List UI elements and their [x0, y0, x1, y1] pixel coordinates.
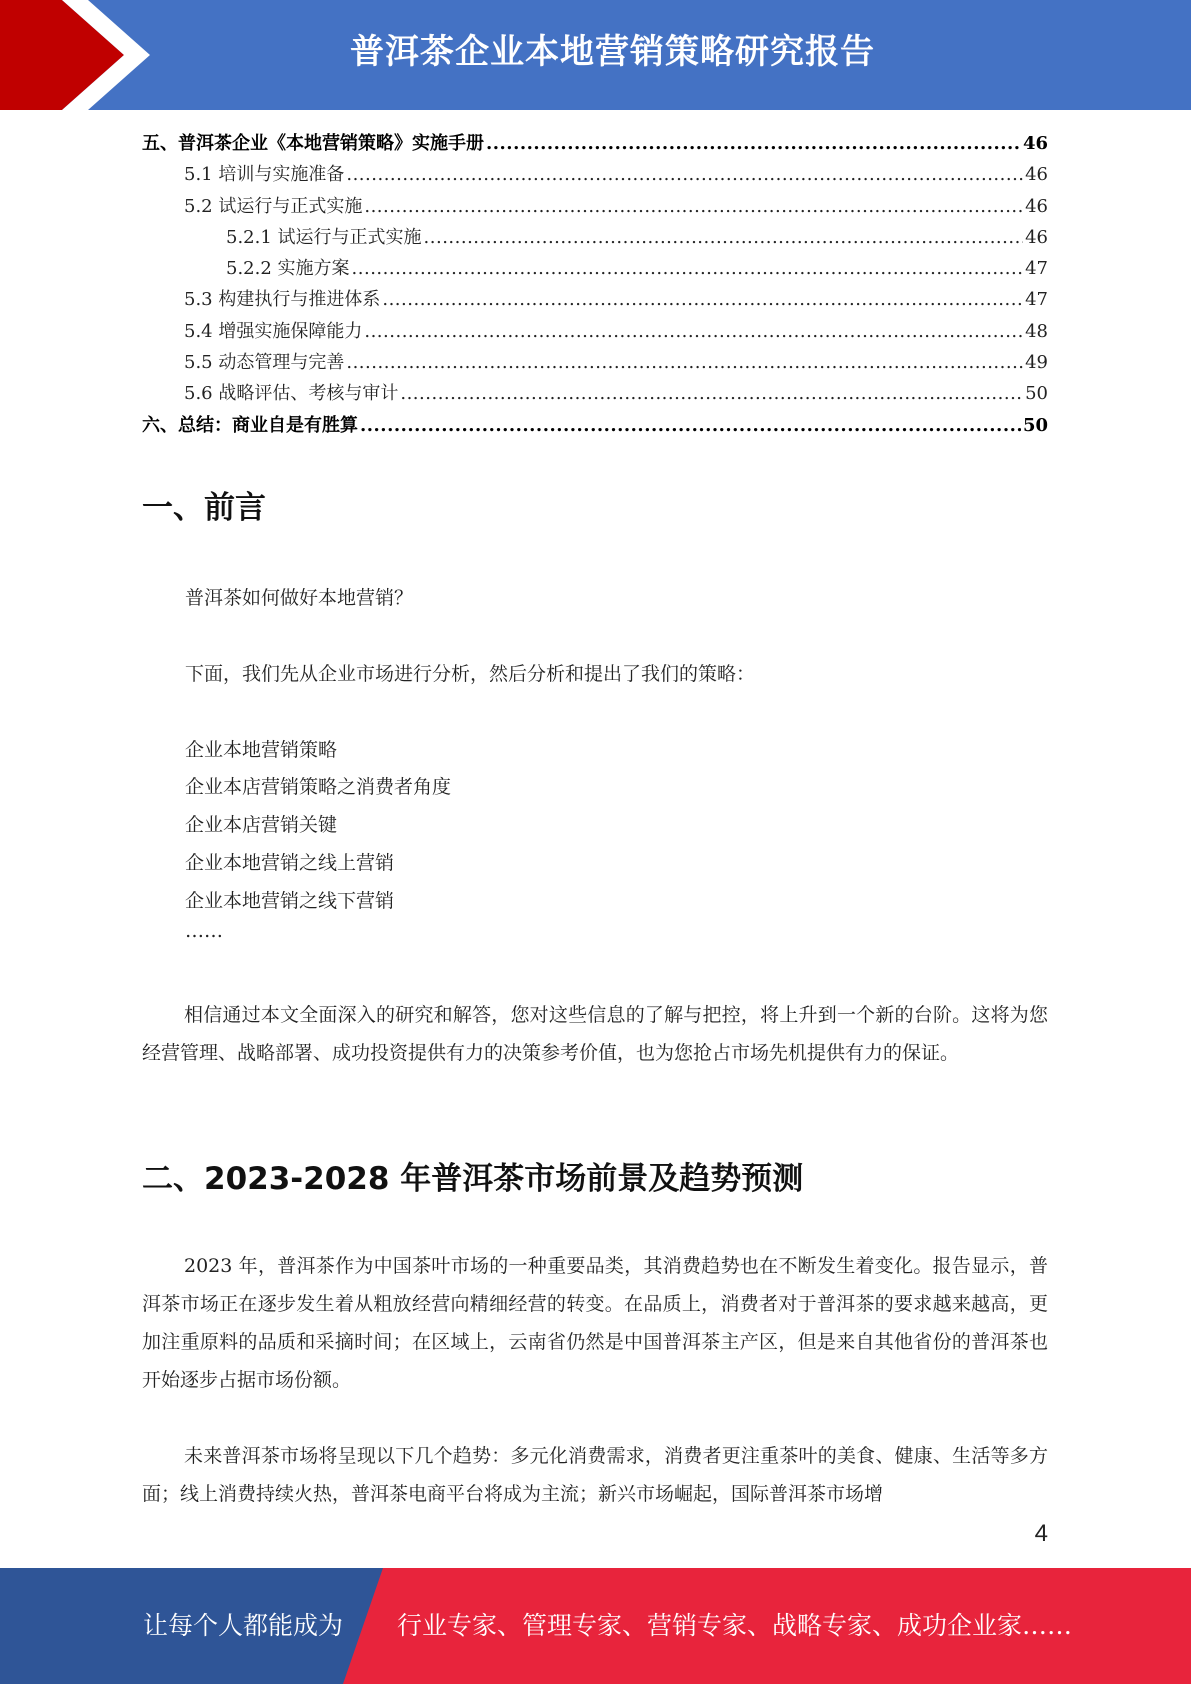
toc-entry-page: 47: [1025, 258, 1048, 280]
toc-entry-page: 46: [1025, 164, 1048, 186]
toc-entry-label: 5.3 构建执行与推进体系: [184, 289, 381, 311]
table-of-contents: [142, 128, 1048, 441]
toc-entry-label: 五、普洱茶企业《本地营销策略》实施手册: [142, 133, 484, 154]
footer-banner: [0, 1568, 1191, 1684]
strategy-list-item: 企业本店营销关键: [185, 814, 338, 836]
header-band: [0, 0, 1191, 110]
toc-entry-page: 46: [1022, 133, 1048, 154]
footer-slogan-left: 让每个人都能成为: [143, 1611, 344, 1640]
strategy-list-item: 企业本店营销策略之消费者角度: [185, 776, 452, 798]
toc-entry[interactable]: [142, 347, 1048, 378]
toc-leader-dots: [400, 378, 1023, 409]
preface-closing-paragraph: 相信通过本文全面深入的研究和解答，您对这些信息的了解与把控，将上升到一个新的台阶。这将为您经营管理、战略部署、成功投资提供有力的决策参考价值，也为您抢占市场先机提供有力的保证。: [142, 1004, 1048, 1064]
page-number: 4: [1034, 1520, 1048, 1547]
list-ellipsis: ……: [185, 920, 223, 942]
market-paragraph-1: 2023 年，普洱茶作为中国茶叶市场的一种重要品类，其消费趋势也在不断发生着变化。报告显示，普洱茶市场正在逐步发生着从粗放经营向精细经营的转变。在品质上，消费者对于普洱茶的要求越来越高，更加注重原料的品质和采摘时间；在区域上，云南省仍然是中国普洱茶主产区，但是来自其他省份的普洱茶也开始逐步占据市场份额。: [142, 1255, 1048, 1391]
toc-entry-label: 5.2.1 试运行与正式实施: [226, 226, 422, 248]
toc-entry[interactable]: [142, 128, 1048, 159]
toc-entry-label: 5.4 增强实施保障能力: [184, 320, 363, 342]
toc-entry-label: 5.6 战略评估、考核与审计: [184, 383, 399, 405]
toc-leader-dots: [382, 284, 1023, 315]
preface-question: 普洱茶如何做好本地营销？: [185, 587, 414, 609]
section-heading-preface: 一、前言: [142, 490, 266, 526]
toc-entry-label: 六、总结：商业自是有胜算: [142, 414, 358, 436]
market-paragraph-2: 未来普洱茶市场将呈现以下几个趋势：多元化消费需求，消费者更注重茶叶的美食、健康、生活等多方面；线上消费持续火热，普洱茶电商平台将成为主流；新兴市场崛起，国际普洱茶市场增: [142, 1445, 1048, 1505]
toc-entry-label: 5.2 试运行与正式实施: [184, 195, 363, 217]
strategy-list-item: 企业本地营销之线上营销: [185, 852, 395, 874]
toc-entry-page: 46: [1025, 195, 1048, 217]
preface-intro: 下面，我们先从企业市场进行分析，然后分析和提出了我们的策略：: [185, 663, 756, 685]
strategy-list-item: 企业本地营销之线下营销: [185, 890, 395, 912]
toc-entry-page: 50: [1025, 383, 1048, 405]
toc-leader-dots: [364, 316, 1023, 347]
toc-leader-dots: [364, 191, 1023, 222]
toc-entry[interactable]: [142, 378, 1048, 409]
toc-entry-label: 5.5 动态管理与完善: [184, 352, 345, 374]
toc-entry[interactable]: [142, 191, 1048, 222]
toc-leader-dots: [346, 347, 1023, 378]
toc-leader-dots: [346, 159, 1023, 190]
toc-leader-dots: [486, 128, 1021, 159]
toc-leader-dots: [360, 410, 1021, 441]
toc-leader-dots: [352, 253, 1024, 284]
toc-entry[interactable]: [142, 410, 1048, 441]
toc-entry-label: 5.2.2 实施方案: [226, 258, 350, 280]
footer-slogan-right: 行业专家、管理专家、营销专家、战略专家、成功企业家……: [397, 1611, 1073, 1640]
report-title: 普洱茶企业本地营销策略研究报告: [350, 32, 875, 72]
toc-entry[interactable]: [142, 253, 1048, 284]
section-heading-market-outlook: 二、2023-2028 年普洱茶市场前景及趋势预测: [142, 1161, 804, 1197]
toc-entry-page: 49: [1025, 352, 1048, 374]
toc-entry-page: 46: [1025, 226, 1048, 248]
toc-entry[interactable]: [142, 222, 1048, 253]
toc-entry[interactable]: [142, 316, 1048, 347]
toc-entry-label: 5.1 培训与实施准备: [184, 164, 345, 186]
toc-entry-page: 47: [1025, 289, 1048, 311]
strategy-list-item: 企业本地营销策略: [185, 739, 338, 761]
toc-entry[interactable]: [142, 284, 1048, 315]
toc-entry-page: 50: [1022, 414, 1048, 436]
toc-leader-dots: [424, 222, 1024, 253]
toc-entry[interactable]: [142, 159, 1048, 190]
toc-entry-page: 48: [1025, 320, 1048, 342]
